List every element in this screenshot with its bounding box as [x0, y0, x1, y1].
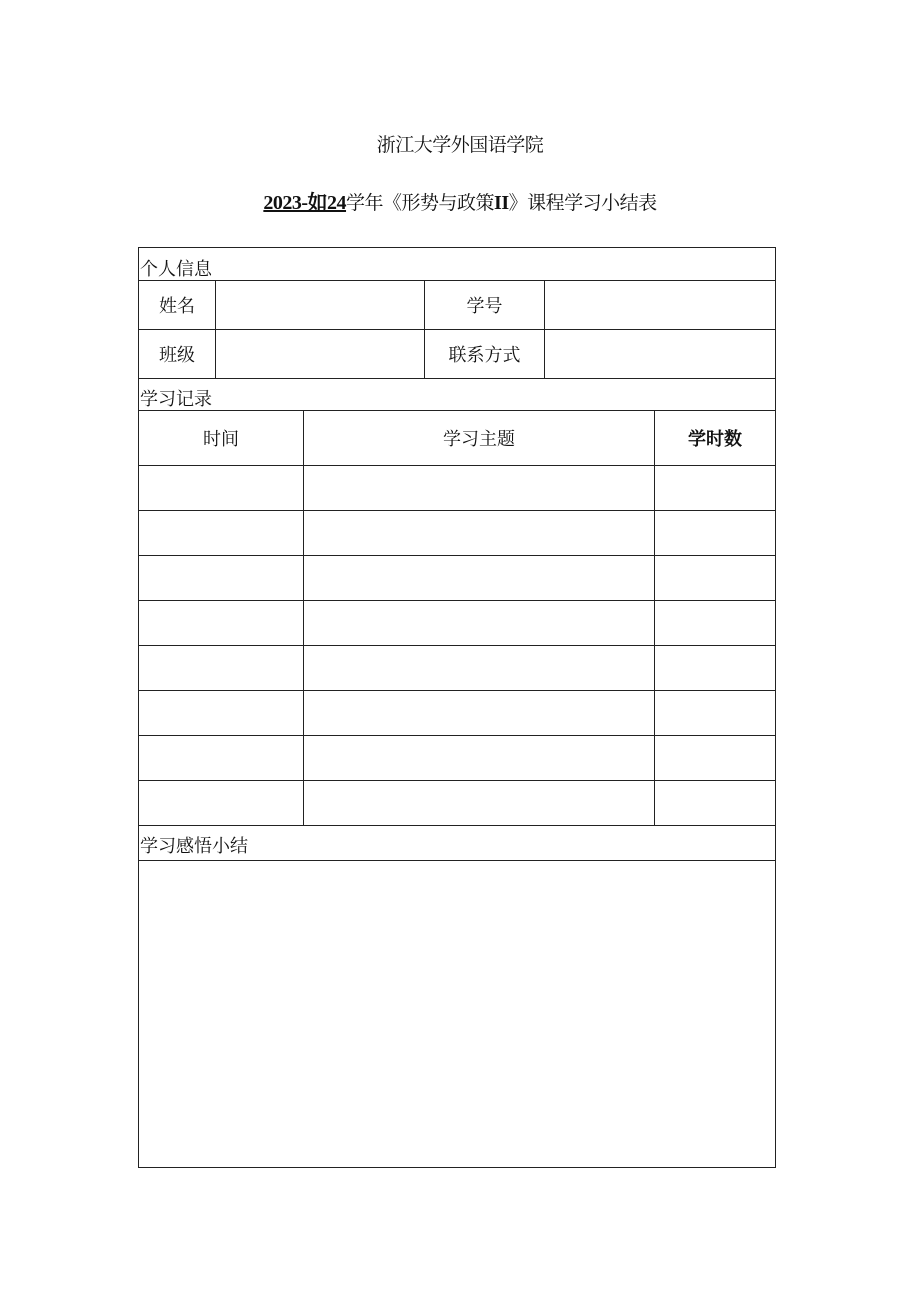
record-cell-time[interactable]: [138, 600, 304, 646]
record-cell-hours[interactable]: [654, 555, 776, 601]
title-roman: II: [494, 192, 509, 214]
name-field[interactable]: [215, 280, 425, 330]
institution-title: 浙江大学外国语学院: [376, 134, 544, 156]
column-header-topic: 学习主题: [303, 410, 655, 466]
record-cell-time[interactable]: [138, 555, 304, 601]
reflection-label: 学习感悟小结: [140, 836, 248, 857]
personal-info-label: 个人信息: [140, 259, 212, 280]
column-header-hours: 学时数: [654, 410, 776, 466]
class-field[interactable]: [215, 329, 425, 379]
year-range: 2023-如24: [263, 192, 347, 214]
name-label: 姓名: [138, 280, 216, 330]
student-id-field[interactable]: [544, 280, 776, 330]
student-id-label: 学号: [424, 280, 545, 330]
record-cell-hours[interactable]: [654, 690, 776, 736]
record-cell-time[interactable]: [138, 735, 304, 781]
record-cell-topic[interactable]: [303, 555, 655, 601]
record-cell-hours[interactable]: [654, 780, 776, 826]
summary-form: [138, 247, 776, 1168]
class-label: 班级: [138, 329, 216, 379]
record-cell-time[interactable]: [138, 465, 304, 511]
record-cell-time[interactable]: [138, 780, 304, 826]
record-cell-time[interactable]: [138, 645, 304, 691]
record-cell-topic[interactable]: [303, 510, 655, 556]
record-cell-hours[interactable]: [654, 465, 776, 511]
form-title: [0, 186, 920, 215]
contact-label: 联系方式: [424, 329, 545, 379]
record-cell-topic[interactable]: [303, 780, 655, 826]
record-cell-hours[interactable]: [654, 600, 776, 646]
title-part-1: 学年《形势与政策: [346, 192, 495, 214]
record-cell-topic[interactable]: [303, 465, 655, 511]
record-cell-topic[interactable]: [303, 735, 655, 781]
record-cell-time[interactable]: [138, 510, 304, 556]
title-part-2: 》课程学习小结表: [508, 192, 657, 214]
record-cell-hours[interactable]: [654, 510, 776, 556]
record-cell-topic[interactable]: [303, 600, 655, 646]
record-cell-hours[interactable]: [654, 735, 776, 781]
column-header-time: 时间: [138, 410, 304, 466]
reflection-area[interactable]: [138, 860, 776, 1168]
record-cell-hours[interactable]: [654, 645, 776, 691]
study-record-label: 学习记录: [140, 389, 212, 410]
record-cell-time[interactable]: [138, 690, 304, 736]
contact-field[interactable]: [544, 329, 776, 379]
record-cell-topic[interactable]: [303, 645, 655, 691]
record-cell-topic[interactable]: [303, 690, 655, 736]
